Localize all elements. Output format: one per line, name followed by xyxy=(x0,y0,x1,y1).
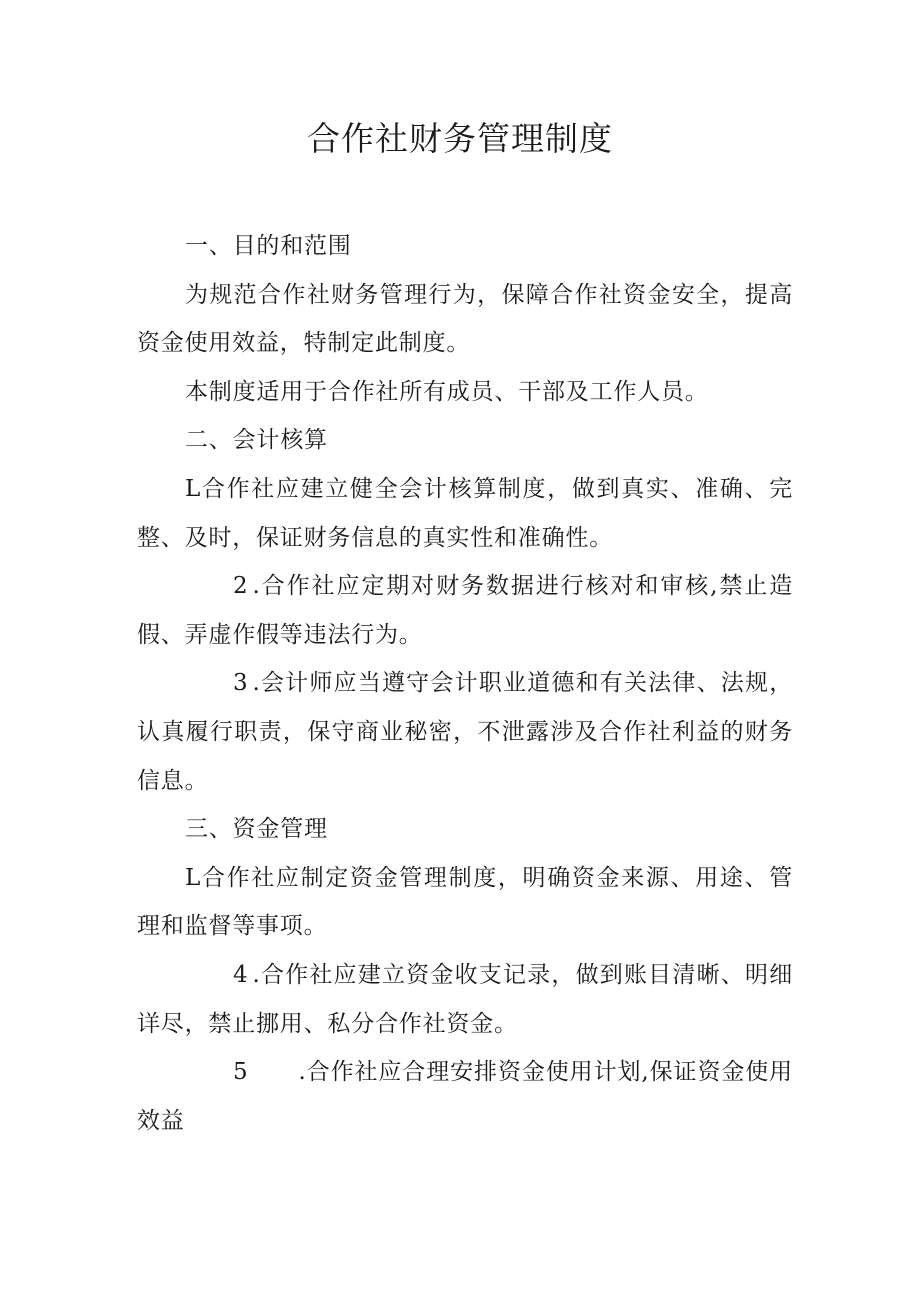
list-item-text: L合作社应建立健全会计核算制度，做到真实、准确、完整、及时，保证财务信息的真实性和准确性。 xyxy=(137,475,793,551)
document-body xyxy=(137,222,793,1145)
list-item xyxy=(137,951,793,1048)
list-item xyxy=(137,562,793,659)
list-item-text: L合作社应制定资金管理制度，明确资金来源、用途、管理和监督等事项。 xyxy=(137,864,793,940)
list-item xyxy=(137,1048,793,1145)
list-item-text: .会计师应当遵守会计职业道德和有关法律、法规，认真履行职责，保守商业秘密，不泄露涉及合作社利益的财务信息。 xyxy=(137,670,793,794)
paragraph-text: 本制度适用于合作社所有成员、干部及工作人员。 xyxy=(185,378,709,405)
list-item xyxy=(137,854,793,951)
section-heading-text: 三、资金管理 xyxy=(185,816,328,843)
list-item-number: 5 xyxy=(233,1059,249,1086)
list-item xyxy=(137,465,793,562)
list-item-text: .合作社应定期对财务数据进行核对和审核,禁止造假、弄虚作假等违法行为。 xyxy=(137,573,793,648)
document-title: 合作社财务管理制度 xyxy=(307,119,613,158)
paragraph xyxy=(137,368,793,417)
paragraph xyxy=(137,271,793,368)
section-heading xyxy=(137,805,793,854)
list-item-number: 3 xyxy=(233,670,249,697)
list-item xyxy=(137,659,793,805)
list-item-text: .合作社应建立资金收支记录，做到账目清晰、明细详尽，禁止挪用、私分合作社资金。 xyxy=(137,961,793,1037)
list-item-text: .合作社应合理安排资金使用计划,保证资金使用效益 xyxy=(137,1059,793,1134)
list-item-number: 4 xyxy=(233,961,249,988)
list-item-number: 2 xyxy=(233,573,249,600)
section-heading xyxy=(137,416,793,465)
section-heading-text: 二、会计核算 xyxy=(185,427,328,454)
section-heading xyxy=(137,222,793,271)
paragraph-text: 为规范合作社财务管理行为，保障合作社资金安全，提高资金使用效益，特制定此制度。 xyxy=(137,281,793,357)
section-heading-text: 一、目的和范围 xyxy=(185,233,352,259)
